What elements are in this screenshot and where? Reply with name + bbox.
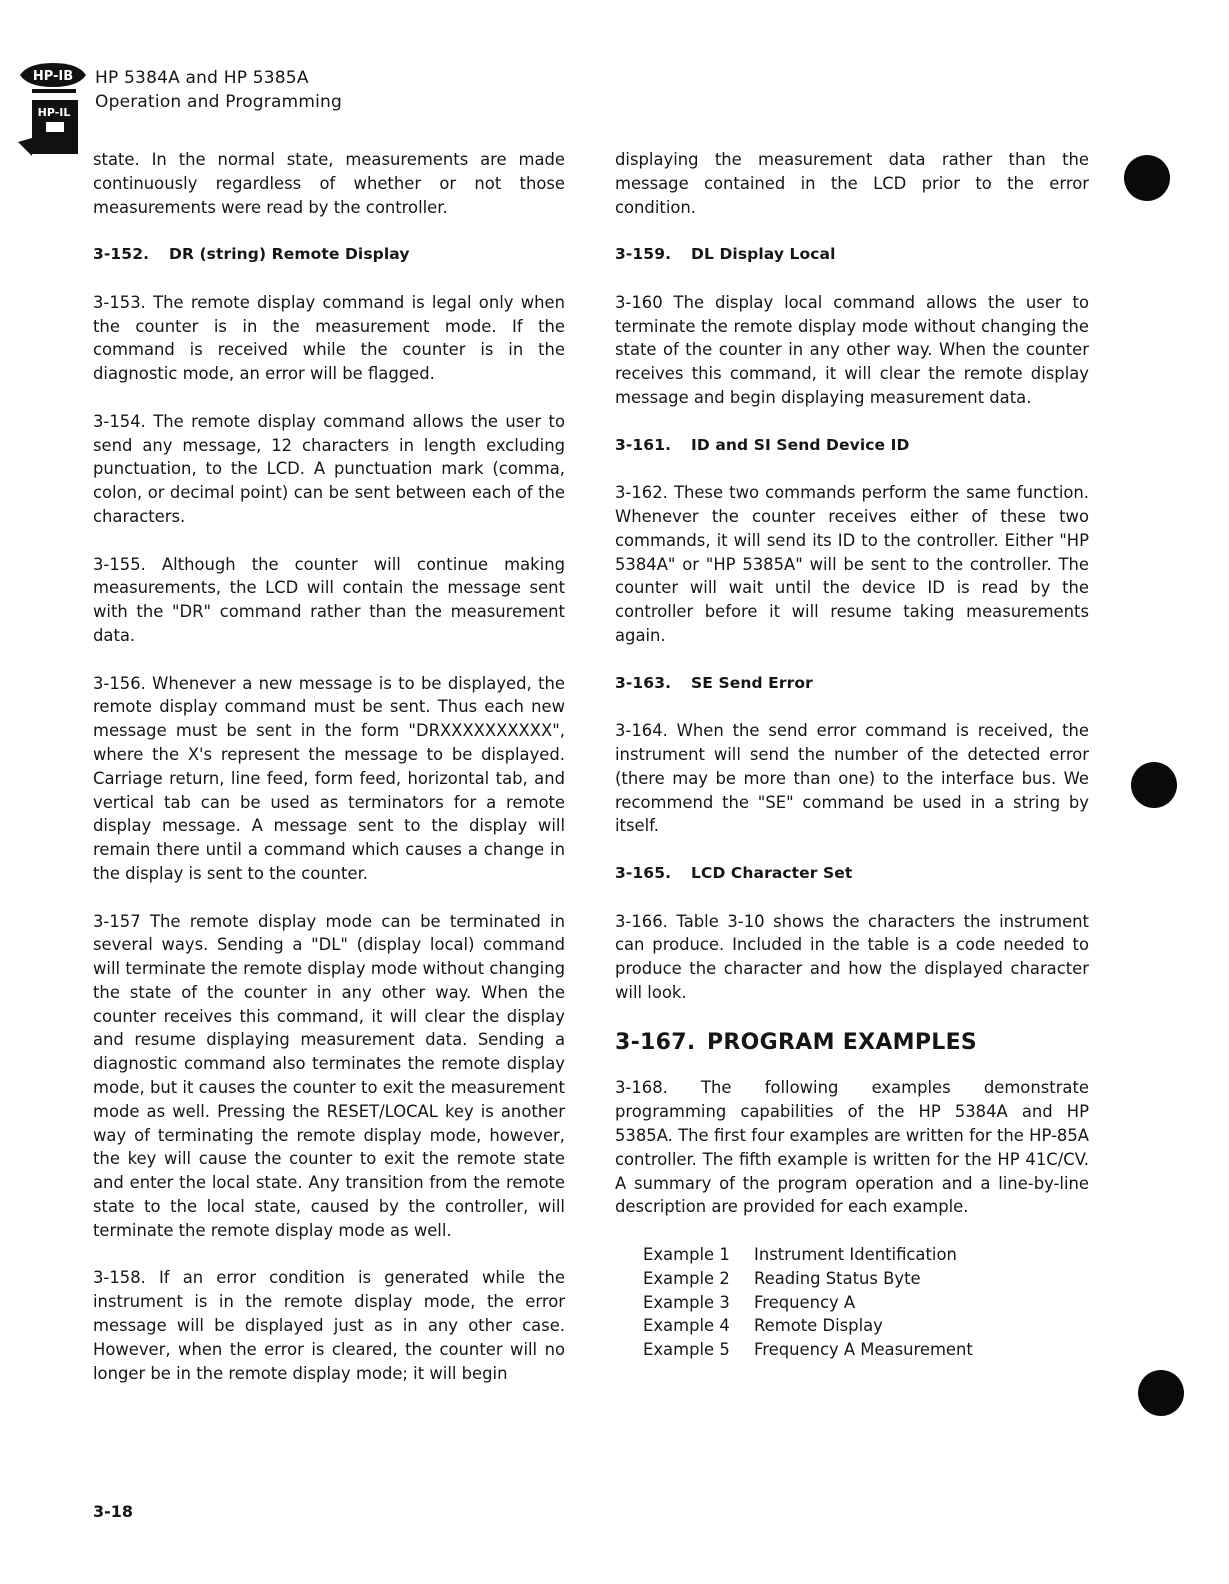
paragraph-3-156: 3-156. Whenever a new message is to be displayed, the remote display command must be sent. Thus each new message must be sent in the form "DRXXXXXXXXXX", where the X's represent the message to be displayed. Carriage return, line feed, form feed, horizontal tab, and vertical tab can be used as terminators for a remote display message. A message sent to the display will remain there until a command which causes a change in the display is sent to the counter.	[93, 673, 565, 883]
section-number: 3-159.	[615, 245, 672, 264]
list-item	[643, 1291, 1089, 1315]
hp-ib-hp-il-logo	[18, 62, 88, 158]
example-title: Reading Status Byte	[754, 1268, 921, 1288]
right-column	[615, 148, 1089, 1362]
section-title: ID and SI Send Device ID	[691, 435, 910, 454]
paragraph-3-160: 3-160 The display local command allows the user to terminate the remote display mode without changing the state of the counter in any other way. When the counter receives this command, it will clear the remote display message and begin displaying measurement data.	[615, 292, 1089, 407]
section-heading-3-152	[93, 243, 565, 267]
paragraph-3-162: 3-162. These two commands perform the same function. Whenever the counter receives either of these two commands, it will send its ID to the controller. Either "HP 5384A" or "HP 5385A" will be sent to the controller. The counter will wait until the device ID is read by the controller before it will resume taking measurements again.	[615, 483, 1089, 645]
section-heading-3-165	[615, 862, 1089, 886]
paragraph-3-154: 3-154. The remote display command allows the user to send any message, 12 characters in length excluding punctuation, to the LCD. A punctuation mark (comma, colon, or decimal point) can be sent between each of the characters.	[93, 411, 565, 526]
paragraph-continued: displaying the measurement data rather than the message contained in the LCD prior to the error condition.	[615, 150, 1089, 217]
paragraph-continued: state. In the normal state, measurements are made continuously regardless of whether or not those measurements were read by the controller.	[93, 150, 565, 217]
paragraph-3-164: 3-164. When the send error command is received, the instrument will send the number of the detected error (there may be more than one) to the interface bus. We recommend the "SE" command be used in a string by itself.	[615, 721, 1089, 836]
binder-hole-middle	[1131, 762, 1177, 808]
examples-list	[615, 1243, 1089, 1362]
example-label: Example 4	[643, 1316, 730, 1336]
section-number: 3-167.	[615, 1030, 696, 1056]
example-title: Instrument Identification	[754, 1245, 957, 1265]
list-item	[643, 1243, 1089, 1267]
list-item	[643, 1267, 1089, 1291]
example-title: Frequency A Measurement	[754, 1340, 973, 1360]
section-heading-3-167	[615, 1028, 1089, 1058]
page-header	[95, 66, 342, 114]
paragraph-3-166: 3-166. Table 3-10 shows the characters the instrument can produce. Included in the table is a code needed to produce the character and how the displayed character will look.	[615, 911, 1089, 1002]
list-item	[643, 1314, 1089, 1338]
example-label: Example 5	[643, 1340, 730, 1360]
section-number: 3-152.	[93, 245, 150, 264]
binder-hole-top	[1124, 155, 1170, 201]
section-number: 3-165.	[615, 863, 672, 882]
section-title: PROGRAM EXAMPLES	[707, 1030, 978, 1056]
section-title: DR (string) Remote Display	[169, 245, 410, 264]
example-label: Example 1	[643, 1245, 730, 1265]
section-heading-3-161	[615, 434, 1089, 458]
section-number: 3-161.	[615, 435, 672, 454]
example-label: Example 3	[643, 1292, 730, 1312]
example-label: Example 2	[643, 1268, 730, 1288]
left-column	[93, 148, 565, 1385]
page-number: 3-18	[93, 1502, 134, 1521]
section-title: DL Display Local	[691, 245, 836, 264]
logo-text-hpib: HP-IB	[32, 69, 74, 84]
section-title: SE Send Error	[691, 673, 813, 692]
paragraph-3-168: 3-168. The following examples demonstrate programming capabilities of the HP 5384A and HP 5385A. The first four examples are written for the HP-85A controller. The fifth example is written for the HP 41C/CV. A summary of the program operation and a line-by-line description are provided for each example.	[615, 1078, 1089, 1217]
header-subtitle: Operation and Programming	[95, 92, 342, 112]
section-number: 3-163.	[615, 673, 672, 692]
example-title: Frequency A	[754, 1292, 856, 1312]
paragraph-3-153: 3-153. The remote display command is legal only when the counter is in the measurement mode. If the command is received while the counter is in the diagnostic mode, an error will be flagged.	[93, 292, 565, 384]
paragraph-3-158: 3-158. If an error condition is generated while the instrument is in the remote display mode, the error message will be displayed just as in any other case. However, when the error is cleared, the counter will no longer be in the remote display mode; it will begin	[93, 1268, 565, 1383]
paragraph-3-155: 3-155. Although the counter will continue making measurements, the LCD will contain the message sent with the "DR" command rather than the measurement data.	[93, 554, 565, 645]
header-title: HP 5384A and HP 5385A	[95, 68, 309, 88]
logo-text-hpil: HP-IL	[37, 106, 71, 119]
paragraph-3-157: 3-157 The remote display mode can be terminated in several ways. Sending a "DL" (display local) command will terminate the remote display mode without changing the state of the counter in any other way. When the counter receives this command, it will clear the display and resume displaying measurement data. Sending a diagnostic command also terminates the remote display mode, but it causes the counter to exit the measurement mode as well. Pressing the RESET/LOCAL key is another way of terminating the remote display mode, however, the key will cause the counter to exit the remote state and enter the local state. Any transition from the remote state to the local state, caused by the controller, will terminate the remote display mode as well.	[93, 911, 565, 1240]
section-title: LCD Character Set	[691, 863, 853, 882]
section-heading-3-163	[615, 672, 1089, 696]
binder-hole-bottom	[1138, 1370, 1184, 1416]
section-heading-3-159	[615, 243, 1089, 267]
example-title: Remote Display	[754, 1316, 883, 1336]
list-item	[643, 1338, 1089, 1362]
